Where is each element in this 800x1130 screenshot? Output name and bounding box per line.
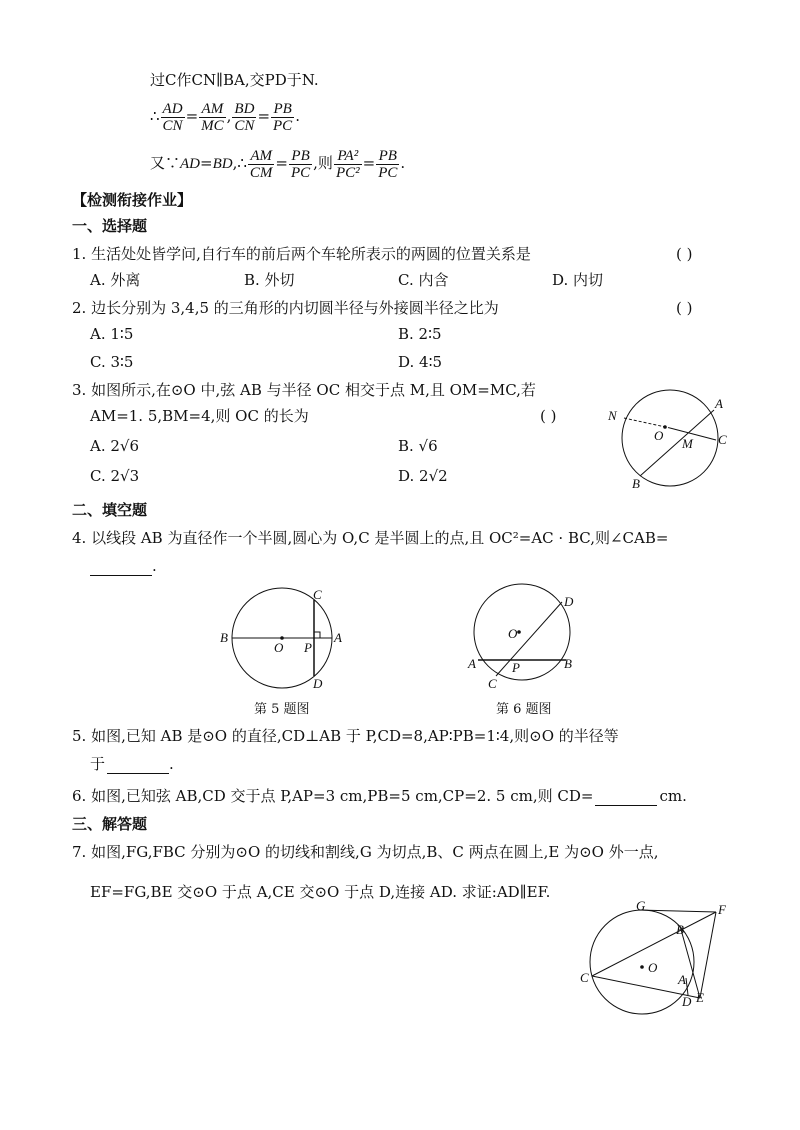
part-1-title: 一、选择题 — [72, 217, 148, 235]
q5-answer-line — [90, 754, 174, 774]
q2-stem: 2. 边长分别为 3,4,5 的三角形的内切圆半径与外接圆半径之比为 — [72, 299, 499, 317]
therefore-symbol: ∴ — [150, 107, 160, 125]
fig6-label-d: D — [564, 594, 574, 609]
q7-stem-line-1: 7. 如图,FG,FBC 分别为⊙O 的切线和割线,G 为切点,B、C 两点在圆上,E 为⊙O 外一点, — [72, 843, 659, 861]
fig5-right-angle — [314, 632, 320, 638]
fig5-label-d: D — [313, 676, 323, 691]
q3-label-o: O — [654, 428, 664, 443]
q3-label-a: A — [715, 396, 723, 411]
fig6-circle — [474, 584, 570, 680]
frac-pb-pc-2: $\frac{PB}{PC}$ — [290, 147, 311, 181]
fig6-figure — [462, 580, 592, 692]
q2-option-b: B. 2∶5 — [398, 325, 442, 343]
frac-ad-cn: $\frac{AD}{CN}$ — [162, 100, 183, 134]
q2-answer-paren: ( ) — [676, 299, 693, 317]
frac-pb-pc-3: $\frac{PB}{PC}$ — [378, 147, 398, 181]
q7-label-f: F — [718, 902, 726, 917]
frac-am-mc: $\frac{AM}{MC}$ — [201, 100, 224, 134]
fig6-label-b: B — [564, 656, 572, 671]
q3-stem-line-2: AM=1. 5,BM=4,则 OC 的长为 — [90, 407, 309, 425]
section-heading: 【检测衔接作业】 — [72, 191, 193, 209]
q1-stem: 1. 生活处处皆学问,自行车的前后两个车轮所表示的两圆的位置关系是 — [72, 245, 531, 263]
q1-option-d: D. 内切 — [552, 271, 604, 289]
q4-answer-line — [90, 556, 157, 576]
q6-line — [72, 786, 687, 806]
fig6-label-o: O — [508, 626, 518, 641]
fig6-chord-cd — [496, 602, 562, 676]
q5-period: . — [169, 755, 174, 773]
fig5-label-c: C — [313, 587, 322, 602]
q4-stem: 4. 以线段 AB 为直径作一个半圆,圆心为 O,C 是半圆上的点,且 OC²=AC · BC,则∠CAB= — [72, 529, 669, 547]
solution-line-3: 又∵AD=BD,∴ $\frac{AM}{CM}$ = $\frac{PB}{PC}$ ,则 $\frac{\text{PA²}}{\text{PC²}}$ = $\frac{PB}{PC}$ . — [150, 147, 406, 181]
q7-label-g: G — [636, 900, 646, 913]
q5-prefix: 于 — [90, 755, 106, 773]
q7-figure — [572, 900, 732, 1020]
q1-answer-paren: ( ) — [676, 245, 693, 263]
q7-label-o: O — [648, 960, 658, 975]
q7-label-b: B — [676, 922, 684, 937]
fig6-label-a: A — [468, 656, 476, 671]
fig5-label-b: B — [220, 630, 228, 645]
part-2-title: 二、填空题 — [72, 501, 148, 519]
q3-circle — [622, 390, 718, 486]
q3-center-dot — [663, 425, 667, 429]
q6-stem: 6. 如图,已知弦 AB,CD 交于点 P,AP=3 cm,PB=5 cm,CP=2. 5 cm,则 CD= — [72, 787, 594, 805]
frac-bd-cn: $\frac{BD}{CN}$ — [234, 100, 255, 134]
frac-pa2-pc2: $\frac{\text{PA²}}{\text{PC²}}$ — [335, 147, 360, 181]
q5-blank[interactable] — [107, 773, 169, 774]
q3-label-n: N — [608, 408, 617, 423]
solution-text-1: 过C作CN∥BA,交PD于N. — [150, 71, 319, 89]
q2-option-a: A. 1∶5 — [90, 325, 134, 343]
fig5-caption: 第 5 题图 — [254, 702, 310, 717]
q7-stem-line-2: EF=FG,BE 交⊙O 于点 A,CE 交⊙O 于点 D,连接 AD. 求证:AD∥EF. — [90, 883, 551, 901]
q7-label-e: E — [696, 990, 704, 1005]
q1-option-a: A. 外离 — [90, 271, 141, 289]
q5-stem: 5. 如图,已知 AB 是⊙O 的直径,CD⊥AB 于 P,CD=8,AP∶PB=1∶4,则⊙O 的半径等 — [72, 727, 619, 745]
fig6-label-c: C — [488, 676, 497, 691]
q7-label-d: D — [682, 994, 692, 1009]
fig6-center-dot — [517, 630, 521, 634]
q2-option-c: C. 3∶5 — [90, 353, 134, 371]
q3-chord-ab — [640, 410, 714, 476]
q1-option-c: C. 内含 — [398, 271, 449, 289]
fig6-label-p: P — [512, 660, 520, 675]
q6-blank[interactable] — [595, 805, 657, 806]
q3-option-d: D. 2√2 — [398, 467, 448, 485]
q3-label-c: C — [718, 432, 727, 447]
solution-line-1 — [150, 70, 319, 90]
q3-radius-oc — [670, 428, 716, 440]
q3-figure — [600, 388, 740, 498]
q3-option-b: B. √6 — [398, 437, 438, 455]
part-3-title: 三、解答题 — [72, 815, 148, 833]
q3-stem-line-1: 3. 如图所示,在⊙O 中,弦 AB 与半径 OC 相交于点 M,且 OM=MC,若 — [72, 381, 536, 399]
q3-answer-paren: ( ) — [540, 407, 557, 425]
fig6-caption: 第 6 题图 — [496, 702, 552, 717]
fig5-label-a: A — [334, 630, 342, 645]
solution-line-2: ∴ $\frac{AD}{CN}$ = $\frac{AM}{MC}$ , $\frac{BD}{CN}$ = $\frac{PB}{PC}$ . — [150, 100, 300, 134]
q1-option-b: B. 外切 — [244, 271, 295, 289]
q3-option-a: A. 2√6 — [90, 437, 140, 455]
frac-am-cm: $\frac{AM}{CM}$ — [249, 147, 273, 181]
q3-label-b: B — [632, 476, 640, 491]
q7-center-dot — [640, 965, 644, 969]
q3-option-c: C. 2√3 — [90, 467, 140, 485]
q7-label-a: A — [678, 972, 686, 987]
q4-blank[interactable] — [90, 575, 152, 576]
fig5-figure — [220, 584, 350, 694]
q3-dashed-on — [624, 418, 670, 428]
q3-label-m: M — [682, 436, 693, 451]
frac-pb-pc: $\frac{PB}{PC}$ — [273, 100, 293, 134]
q6-unit: cm. — [659, 787, 687, 805]
fig5-label-o: O — [274, 640, 284, 655]
q7-line-ef — [700, 912, 716, 998]
q2-option-d: D. 4∶5 — [398, 353, 443, 371]
fig5-label-p: P — [304, 640, 312, 655]
q4-period: . — [152, 557, 157, 575]
q7-label-c: C — [580, 970, 589, 985]
